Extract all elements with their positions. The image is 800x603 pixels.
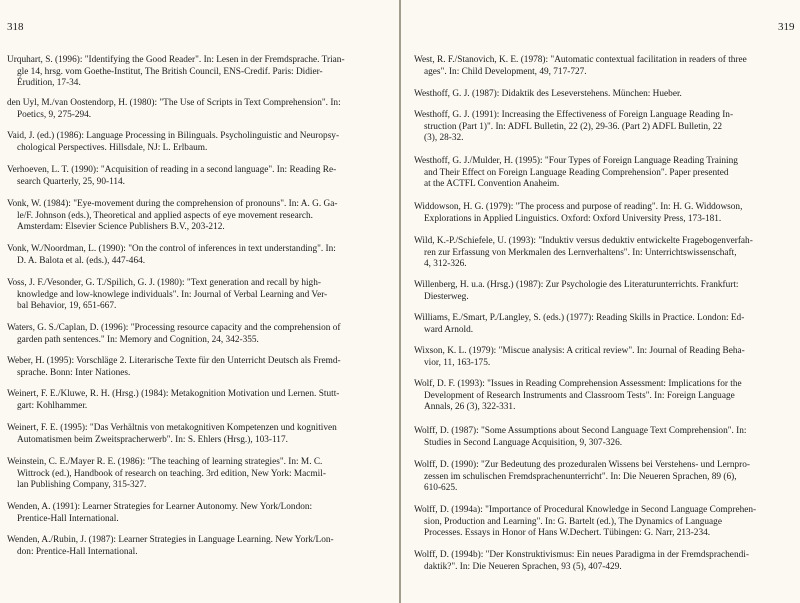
reference-line: Annals, 26 (3), 322-331. bbox=[424, 402, 516, 413]
page-number: 319 bbox=[778, 21, 795, 33]
reference-line: sprache. Bonn: Inter Nationes. bbox=[17, 367, 131, 378]
reference-line: Westhoff, G. J. (1991): Increasing the Effectiveness of Foreign Language Reading In- bbox=[414, 110, 734, 120]
reference-entry bbox=[414, 55, 778, 78]
reference-line: gle 14, hrsg. vom Goethe-Institut, The British Council, ENS-Credif. Paris: Didier- bbox=[17, 66, 323, 77]
reference-line: Voss, J. F./Vesonder, G. T./Spilich, G. J. (1980): "Text generation and recall by high- bbox=[7, 278, 321, 288]
reference-line: Westhoff, G. J. (1987): Didaktik des Leseverstehens. München: Hueber. bbox=[414, 89, 682, 99]
right-page bbox=[401, 0, 800, 603]
reference-line: knowledge and low-knowlege individuals". In: Journal of Verbal Learning and Ver- bbox=[17, 289, 328, 300]
reference-entry bbox=[7, 356, 371, 379]
reference-line: sion, Production and Learning". In: G. Bartelt (ed.), The Dynamics of Language bbox=[424, 516, 722, 527]
reference-entry bbox=[7, 278, 371, 313]
reference-line: lan Publishing Company, 315-327. bbox=[17, 480, 147, 491]
reference-line: Studies in Second Language Acquisition, 9, 307-326. bbox=[424, 437, 623, 448]
reference-line: Weinstein, C. E./Mayer R. E. (1986): "The teaching of learning strategies". In: M. C. bbox=[7, 457, 323, 467]
reference-entry bbox=[414, 379, 778, 414]
reference-line: le/F. Johnson (eds.), Theoretical and applied aspects of eye movement research. bbox=[17, 210, 313, 221]
reference-line: Williams, E./Smart, P./Langley, S. (eds.) (1977): Reading Skills in Practice. London: Ed- bbox=[414, 313, 745, 323]
reference-line: (3), 28-32. bbox=[424, 133, 464, 144]
reference-line: gart: Kohlhammer. bbox=[17, 400, 88, 411]
reference-line: Diesterweg. bbox=[424, 291, 469, 302]
reference-entry bbox=[414, 313, 778, 336]
reference-line: den Uyl, M./van Oostendorp, H. (1980): "The Use of Scripts in Text Comprehension". In: bbox=[7, 98, 341, 108]
reference-line: Explorations in Applied Linguistics. Oxford: Oxford University Press, 173-181. bbox=[424, 213, 722, 224]
reference-entry bbox=[414, 460, 778, 495]
reference-line: Urquhart, S. (1996): "Identifying the Good Reader". In: Lesen in der Fremdsprache. Trian- bbox=[7, 55, 345, 65]
reference-line: Automatismen beim Zweitspracherwerb". In: S. Ehlers (Hrsg.), 103-117. bbox=[17, 434, 288, 445]
reference-line: and Their Effect on Foreign Language Reading Comprehension". Paper presented bbox=[424, 167, 729, 178]
reference-entry bbox=[414, 156, 778, 191]
reference-entry bbox=[7, 165, 371, 188]
reference-line: zessen im schulischen Fremdsprachenunterricht". In: Die Neueren Sprachen, 89 (6), bbox=[424, 471, 737, 482]
reference-line: Prentice-Hall International. bbox=[17, 513, 119, 524]
reference-line: Weber, H. (1995): Vorschläge 2. Literarische Texte für den Unterricht Deutsch als Fremd- bbox=[7, 356, 341, 366]
reference-line: Wolff, D. (1994b): "Der Konstruktivismus: Ein neues Paradigma in der Fremdsprachendi- bbox=[414, 550, 749, 560]
reference-entry bbox=[7, 98, 371, 121]
reference-entry bbox=[7, 323, 371, 346]
reference-line: garden path sentences." In: Memory and Cognition, 24, 342-355. bbox=[17, 334, 259, 345]
reference-entry bbox=[414, 505, 778, 540]
reference-line: at the ACTFL Convention Anaheim. bbox=[424, 179, 560, 190]
reference-entry bbox=[414, 236, 778, 271]
reference-line: daktik?". In: Die Neueren Sprachen, 93 (5), 407-429. bbox=[424, 561, 622, 572]
reference-entry bbox=[7, 502, 371, 525]
reference-entry bbox=[7, 199, 371, 234]
reference-line: Willenberg, H. u.a. (Hrsg.) (1987): Zur Psychologie des Literaturunterrichts. Frankfurt: bbox=[414, 280, 739, 290]
reference-entry bbox=[414, 89, 778, 101]
reference-line: Waters, G. S./Caplan, D. (1996): "Processing resource capacity and the comprehension of bbox=[7, 323, 341, 333]
reference-entry bbox=[7, 389, 371, 412]
reference-line: Verhoeven, L. T. (1990): "Acquisition of reading in a second language". In: Reading Re- bbox=[7, 165, 337, 175]
reference-entry bbox=[414, 280, 778, 303]
reference-line: Érudition, 17-34. bbox=[17, 78, 81, 89]
reference-line: bal Behavior, 19, 651-667. bbox=[17, 301, 117, 312]
left-page bbox=[0, 0, 399, 603]
reference-line: struction (Part 1)". In: ADFL Bulletin, 22 (2), 29-36. (Part 2) ADFL Bulletin, 22 bbox=[424, 121, 722, 132]
reference-entry bbox=[7, 55, 371, 90]
reference-entry bbox=[7, 535, 371, 558]
reference-line: search Quarterly, 25, 90-114. bbox=[17, 176, 125, 187]
reference-line: vior, 11, 163-175. bbox=[424, 357, 491, 368]
reference-entry bbox=[414, 426, 778, 449]
reference-line: Wenden, A./Rubin, J. (1987): Learner Strategies in Language Learning. New York/Lon- bbox=[7, 535, 334, 545]
reference-line: Processes. Essays in Honor of Hans W.Dechert. Tübingen: G. Narr, 213-234. bbox=[424, 528, 711, 539]
reference-line: 610-625. bbox=[424, 483, 458, 494]
reference-line: Vonk, W./Noordman, L. (1990): "On the control of inferences in text understanding". In: bbox=[7, 244, 336, 254]
reference-line: Wild, K.-P./Schiefele, U. (1993): "Induktiv versus deduktiv entwickelte Fragebogenverfah- bbox=[414, 236, 753, 246]
reference-entry bbox=[414, 202, 778, 225]
reference-line: Wolff, D. (1990): "Zur Bedeutung des prozeduralen Wissens bei Verstehens- und Lernpro- bbox=[414, 460, 750, 470]
reference-line: Wolff, D. (1987): "Some Assumptions about Second Language Text Comprehension". In: bbox=[414, 426, 747, 436]
reference-line: Vaid, J. (ed.) (1986): Language Processing in Bilinguals. Psycholinguistic and Neuropsy- bbox=[7, 131, 340, 141]
reference-line: West, R. F./Stanovich, K. E. (1978): "Automatic contextual facilitation in readers of three bbox=[414, 55, 747, 65]
reference-line: Widdowson, H. G. (1979): "The process and purpose of reading". In: H. G. Widdowson, bbox=[414, 202, 743, 212]
reference-entry bbox=[7, 423, 371, 446]
reference-line: Vonk, W. (1984): "Eye-movement during the comprehension of pronouns". In: A. G. Ga- bbox=[7, 199, 338, 209]
reference-entry bbox=[414, 346, 778, 369]
reference-line: chological Perspectives. Hillsdale, NJ: L. Erlbaum. bbox=[17, 142, 208, 153]
page-number: 318 bbox=[7, 21, 24, 33]
reference-line: 4, 312-326. bbox=[424, 259, 467, 270]
reference-line: Wolff, D. (1994a): "Importance of Procedural Knowledge in Second Language Comprehen- bbox=[414, 505, 757, 515]
reference-line: Wolf, D. F. (1993): "Issues in Reading Comprehension Assessment: Implications for the bbox=[414, 379, 742, 389]
reference-entry bbox=[414, 110, 778, 145]
reference-entry bbox=[7, 244, 371, 267]
reference-line: Amsterdam: Elsevier Science Publishers B.V., 203-212. bbox=[17, 222, 225, 233]
reference-entry bbox=[7, 131, 371, 154]
reference-line: Weinert, F. E./Kluwe, R. H. (Hrsg.) (1984): Metakognition Motivation und Lernen. Stutt- bbox=[7, 389, 340, 399]
reference-entry bbox=[7, 457, 371, 492]
reference-line: Weinert, F. E. (1995): "Das Verhältnis von metakognitiven Kompetenzen und kognitiven bbox=[7, 423, 337, 433]
reference-line: Wittrock (ed.), Handbook of research on teaching. 3rd edition, New York: Macmil- bbox=[17, 468, 326, 479]
reference-line: Wenden, A. (1991): Learner Strategies for Learner Autonomy. New York/London: bbox=[7, 502, 313, 512]
reference-line: Wixson, K. L. (1979): "Miscue analysis: A critical review". In: Journal of Reading Beha- bbox=[414, 346, 745, 356]
reference-line: D. A. Balota et al. (eds.), 447-464. bbox=[17, 255, 146, 266]
reference-line: ages". In: Child Development, 49, 717-727. bbox=[424, 66, 587, 77]
reference-line: Development of Research Instruments and Classroom Tests". In: Foreign Language bbox=[424, 390, 735, 401]
reference-line: ward Arnold. bbox=[424, 324, 474, 335]
reference-line: Westhoff, G. J./Mulder, H. (1995): "Four Types of Foreign Language Reading Training bbox=[414, 156, 738, 166]
reference-entry bbox=[414, 550, 778, 573]
reference-line: Poetics, 9, 275-294. bbox=[17, 109, 92, 120]
reference-line: ren zur Erfassung von Merkmalen des Lernverhaltens". In: Unterrichtswissenschaft, bbox=[424, 247, 737, 258]
reference-line: don: Prentice-Hall International. bbox=[17, 546, 138, 557]
